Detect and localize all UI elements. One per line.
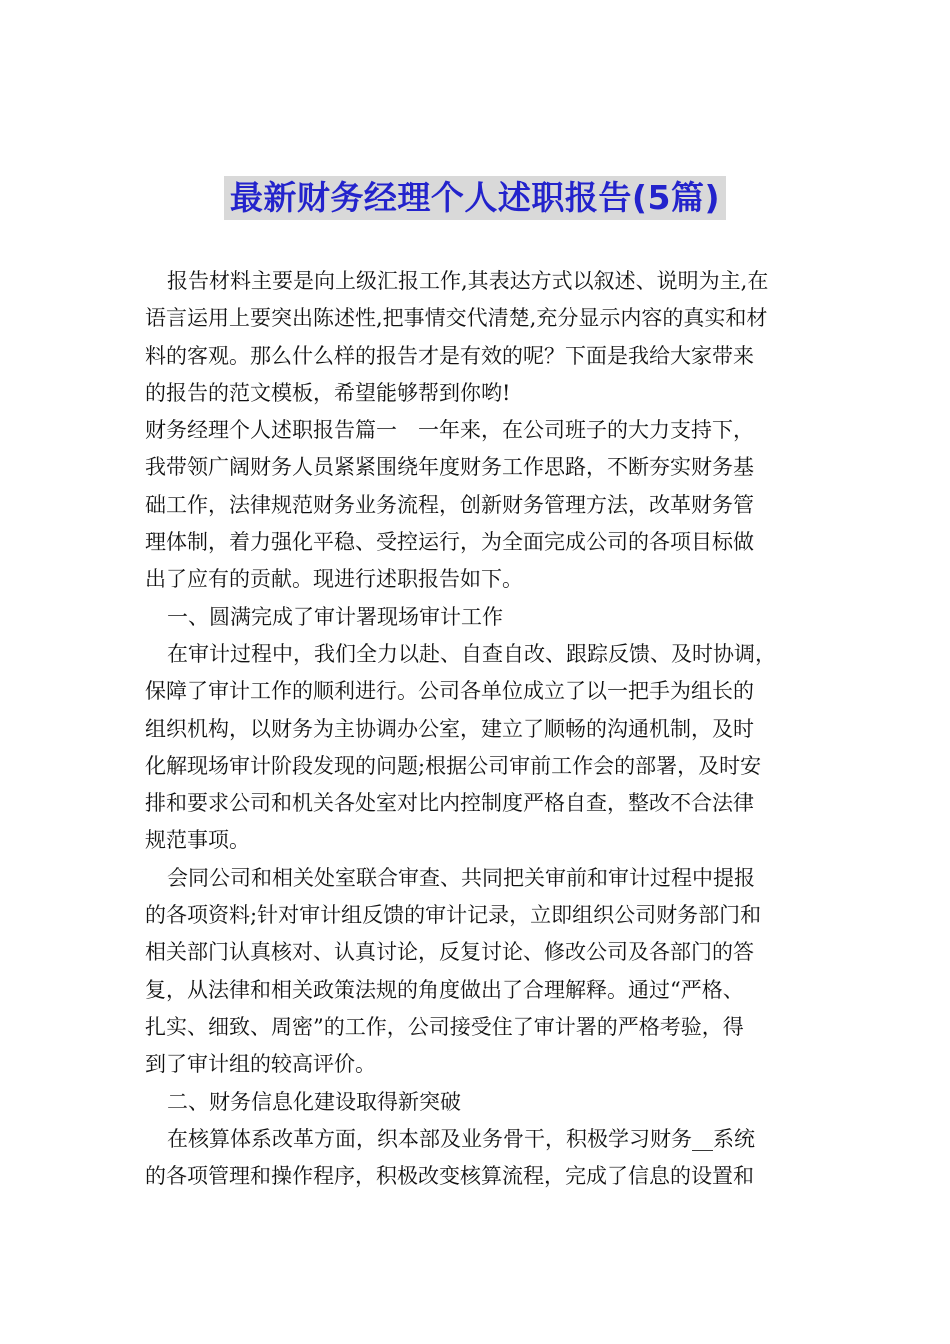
document-title: 最新财务经理个人述职报告(5篇) <box>224 176 726 220</box>
text-line: 组织机构，以财务为主协调办公室，建立了顺畅的沟通机制，及时 <box>145 716 754 741</box>
text-line: 在审计过程中，我们全力以赴、自查自改、跟踪反馈、及时协调， <box>167 641 776 666</box>
document-body <box>145 263 807 1195</box>
text-line: 排和要求公司和机关各处室对比内控制度严格自查，整改不合法律 <box>145 791 754 816</box>
text-line: 的各项资料;针对审计组反馈的审计记录，立即组织公司财务部门和 <box>145 903 762 928</box>
text-line: 化解现场审计阶段发现的问题;根据公司审前工作会的部署，及时安 <box>145 753 762 778</box>
text-line: 的报告的范文模板，希望能够帮到你哟! <box>145 380 511 405</box>
text-line: 会同公司和相关处室联合审查、共同把关审前和审计过程中提报 <box>167 865 755 890</box>
text-line: 复，从法律和相关政策法规的角度做出了合理解释。通过“严格、 <box>145 977 744 1002</box>
text-line: 在核算体系改革方面，织本部及业务骨干，积极学习财务__系统 <box>167 1126 755 1151</box>
text-line: 一、圆满完成了审计署现场审计工作 <box>167 604 503 629</box>
text-line: 报告材料主要是向上级汇报工作,其表达方式以叙述、说明为主,在 <box>167 269 769 293</box>
text-line: 保障了审计工作的顺利进行。公司各单位成立了以一把手为组长的 <box>145 679 754 704</box>
text-line: 扎实、细致、周密”的工作，公司接受住了审计署的严格考验，得 <box>145 1014 744 1039</box>
text-line: 我带领广阔财务人员紧紧围绕年度财务工作思路，不断夯实财务基 <box>145 455 754 480</box>
text-line: 到了审计组的较高评价。 <box>145 1052 376 1077</box>
text-line: 规范事项。 <box>145 828 250 853</box>
text-line: 二、财务信息化建设取得新突破 <box>167 1089 461 1114</box>
title-container <box>0 176 950 220</box>
text-line: 理体制，着力强化平稳、受控运行，为全面完成公司的各项目标做 <box>145 530 754 555</box>
text-line: 语言运用上要突出陈述性,把事情交代清楚,充分显示内容的真实和材 <box>145 306 768 331</box>
text-line: 础工作，法律规范财务业务流程，创新财务管理方法，改革财务管 <box>145 492 754 517</box>
text-line: 的各项管理和操作程序，积极改变核算流程，完成了信息的设置和 <box>145 1164 754 1189</box>
text-line: 出了应有的贡献。现进行述职报告如下。 <box>145 567 523 592</box>
text-line: 相关部门认真核对、认真讨论，反复讨论、修改公司及各部门的答 <box>145 940 754 965</box>
text-line: 料的客观。那么什么样的报告才是有效的呢？下面是我给大家带来 <box>145 343 754 368</box>
text-line: 财务经理个人述职报告篇一 一年来，在公司班子的大力支持下， <box>145 418 754 443</box>
